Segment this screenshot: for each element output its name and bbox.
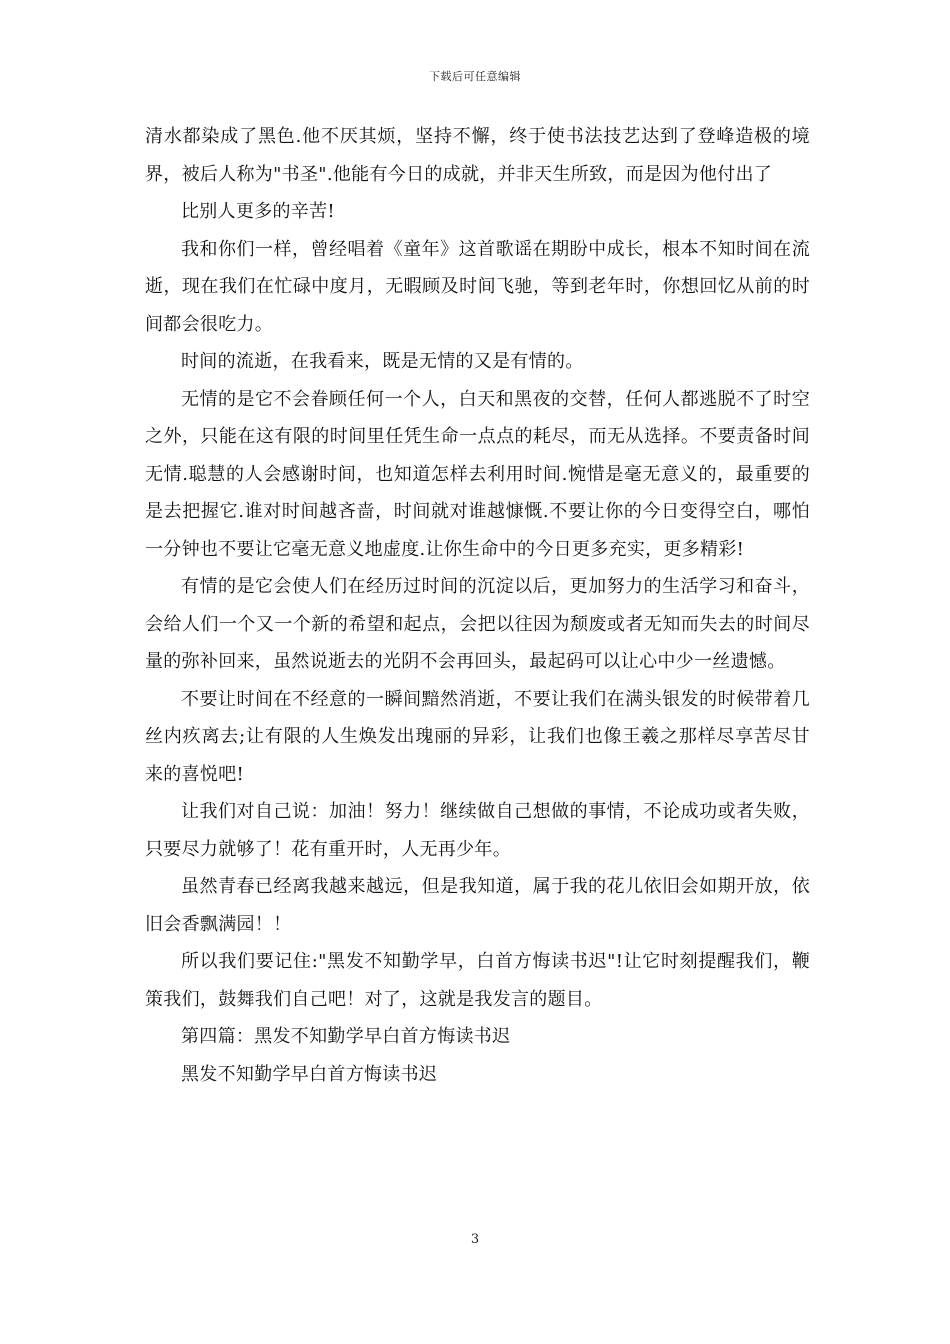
page-number: 3 [470, 1232, 480, 1247]
page-header: 下载后可任意编辑 [429, 70, 521, 83]
paragraph: 清水都染成了黑色.他不厌其烦，坚持不懈，终于使书法技艺达到了登峰造极的境界，被后人称为"书圣".他能有今日的成就，并非天生所致，而是因为他付出了 [145, 126, 810, 185]
body-text [145, 118, 810, 1093]
section-heading: 第四篇：黑发不知勤学早白首方悔读书迟 [181, 1026, 511, 1047]
paragraph: 有情的是它会使人们在经历过时间的沉淀以后，更加努力的生活学习和奋斗，会给人们一个又一个新的希望和起点，会把以往因为颓废或者无知而失去的时间尽量的弥补回来，虽然说逝去的光阴不会再回头，最起码可以让心中少一丝遗憾。 [145, 576, 810, 672]
paragraph: 时间的流逝，在我看来，既是无情的又是有情的。 [181, 351, 584, 372]
paragraph: 所以我们要记住:"黑发不知勤学早，白首方悔读书迟"!让它时刻提醒我们，鞭策我们，鼓舞我们自己吧！对了，这就是我发言的题目。 [145, 951, 810, 1010]
paragraph: 无情的是它不会眷顾任何一个人，白天和黑夜的交替，任何人都逃脱不了时空之外，只能在这有限的时间里任凭生命一点点的耗尽，而无从选择。不要责备时间无情.聪慧的人会感谢时间，也知道怎样去利用时间.惋惜是毫无意义的，最重要的是去把握它.谁对时间越吝啬，时间就对谁越慷慨.不要让你的今日变得空白，哪怕一分钟也不要让它毫无意义地虚度.让你生命中的今日更多充实，更多精彩! [145, 388, 810, 560]
paragraph: 不要让时间在不经意的一瞬间黯然消逝，不要让我们在满头银发的时候带着几丝内疚离去;让有限的人生焕发出瑰丽的异彩，让我们也像王羲之那样尽享苦尽甘来的喜悦吧! [145, 688, 810, 785]
paragraph: 比别人更多的辛苦! [181, 201, 335, 222]
paragraph: 虽然青春已经离我越来越远，但是我知道，属于我的花儿依旧会如期开放，依旧会香飘满园！！ [145, 876, 810, 935]
paragraph: 让我们对自己说：加油！努力！继续做自己想做的事情，不论成功或者失败，只要尽力就够了！花有重开时，人无再少年。 [145, 801, 810, 860]
section-title: 黑发不知勤学早白首方悔读书迟 [181, 1063, 438, 1085]
paragraph: 我和你们一样，曾经唱着《童年》这首歌谣在期盼中成长，根本不知时间在流逝，现在我们在忙碌中度月，无暇顾及时间飞驰，等到老年时，你想回忆从前的时间都会很吃力。 [145, 238, 810, 335]
